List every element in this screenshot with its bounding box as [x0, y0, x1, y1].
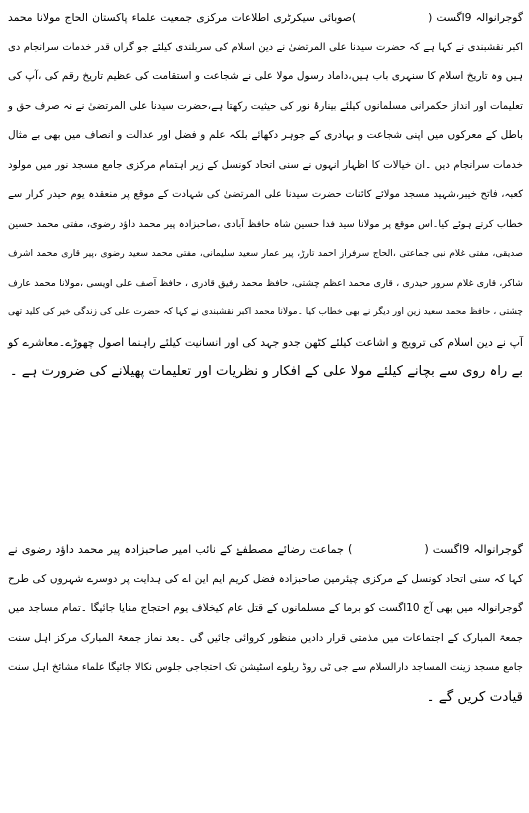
- article-2-line: گوجرانوالہ میں بھی آج 10اگست کو برما کے مسلمانوں کے قتل عام کیخلاف یوم احتجاج منایا جائیگا ۔تمام مساجد میں: [8, 602, 524, 614]
- article-2-line: جمعۃ المبارک کے اجتماعات میں مذمتی قرار دادیں منظور کروائی جائیں گی ۔بعد نماز جمعۃ المبارک مرکز اہل سنت: [8, 631, 523, 644]
- article-1-line: صدیقی، مفتی غلام نبی جماعتی ،الحاج سرفراز احمد تارڑ، پیر عمار سعید سلیمانی، مفتی محمد سعید رضوی ،پیر قاری محمد اشرف: [8, 248, 523, 259]
- article-1-heading-line: [0, 3, 529, 33]
- article-2-heading-line: [0, 535, 529, 565]
- article-1-dateline: گوجرانوالہ 9اگست (: [428, 11, 523, 24]
- article-1-line: بے راہ روی سے بچانے کیلئے مولا علی کے افکار و نظریات اور تعلیمات پھیلانے کی ضرورت ہے ۔: [9, 364, 523, 379]
- article-2-source: ) جماعت رضائے مصطفےٰ کے نائب امیر صاحبزادہ پیر محمد داؤد رضوی نے: [8, 543, 353, 556]
- article-2-dateline: گوجرانوالہ 9اگست (: [424, 543, 523, 556]
- article-1-line: چشتی ، حافظ محمد سعید زین اور دیگر نے بھی خطاب کیا ۔مولانا محمد اکبر نقشبندی نے کہا کہ حضرت علی کی زندگی خیر کی کلید تھی: [8, 307, 523, 317]
- article-2-line: کہا کہ سنی اتحاد کونسل کے مرکزی چیئرمین صاحبزادہ فضل کریم ایم این اے کی ہدایت پر دوسرے شہروں کی طرح: [8, 572, 523, 585]
- article-1-line: کعبہ، فاتح خیبر،شہید مسجد مولائے کائنات حضرت سیدنا علی المرتضیٰ کی شہادت کے موقع پر منعقدہ یوم حیدر کرار سے: [8, 189, 523, 200]
- news-article-1: [0, 3, 529, 387]
- news-article-2: [0, 535, 529, 712]
- article-2-line: جامع مسجد زینت المساجد دارالسلام سے جی ٹی روڈ ریلوے اسٹیشن تک احتجاجی جلوس نکالا جائیگا علماء مشائخ اہل سنت: [8, 662, 523, 673]
- article-1-line: خدمات سرانجام دیں ۔ان خیالات کا اظہار انہوں نے سنی اتحاد کونسل کے زیر اہتمام مرکزی جامع مسجد نور میں مولود: [8, 158, 523, 171]
- article-1-line: شاکر، قاری غلام سرور حیدری ، قاری محمد اعظم چشتی، حافظ محمد رفیق قادری ، حافظ آصف علی اویسی ،مولانا محمد عارف: [8, 277, 523, 289]
- article-1-line: تعلیمات اور انداز حکمرانی مسلمانوں کیلئے بینارۂ نور کی حیثیت رکھتا ہے،حضرت سیدنا علی المرتضیٰ نے نہ صرف حق و: [8, 99, 523, 112]
- article-2-line: قیادت کریں گے ۔: [426, 688, 523, 705]
- article-1-line: ہیں وہ تاریخ اسلام کا سنہری باب ہیں،داماد رسول مولا علی نے شجاعت و استقامت کی عظیم تاریخ رقم کی ،آپ کی: [8, 70, 523, 82]
- article-1-line: اکبر نقشبندی نے کہا ہے کہ حضرت سیدنا علی المرتضیٰ نے دین اسلام کی سربلندی کیلئے جو گراں قدر خدمات سرانجام دی: [8, 41, 523, 53]
- article-1-line: آپ نے دین اسلام کی ترویج و اشاعت کیلئے کٹھن جدو جہد کی اور انسانیت کیلئے راہنما اصول چھوڑے۔معاشرے کو: [8, 335, 523, 349]
- article-1-source: )صوبائی سیکرٹری اطلاعات مرکزی جمعیت علماء پاکستان الحاج مولانا محمد: [8, 11, 357, 24]
- article-1-line: باطل کے معرکوں میں اپنی شجاعت و بہادری کے جوہر دکھائے بلکہ علم و فضل اور عدالت و انصاف میں بھی بے مثال: [8, 129, 523, 141]
- article-1-line: خطاب کرتے ہوئے کیا۔اس موقع پر مولانا سید فدا حسین شاہ حافظ آبادی ،صاحبزادہ پیر محمد داؤد رضوی، مفتی محمد حسین: [8, 218, 523, 230]
